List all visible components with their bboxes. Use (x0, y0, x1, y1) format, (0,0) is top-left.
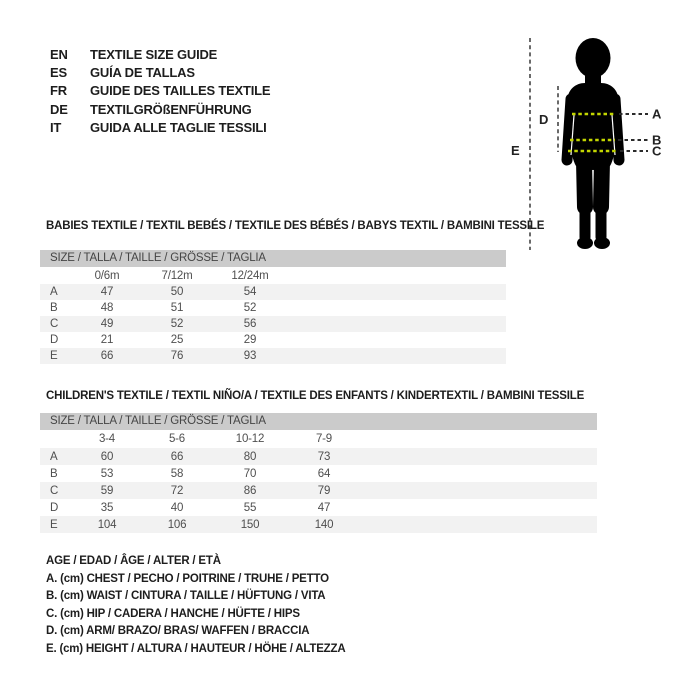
cell: 29 (243, 334, 257, 346)
cell: 140 (314, 518, 334, 531)
row-label: D (50, 334, 59, 346)
cell: 58 (170, 467, 184, 480)
babies-column-header-row (40, 267, 506, 284)
cell: 51 (170, 302, 184, 314)
figure-label-e: E (511, 143, 520, 158)
cell: 76 (170, 350, 184, 362)
cell: 50 (170, 286, 184, 298)
cell: 56 (243, 318, 257, 330)
cell: 40 (170, 501, 184, 514)
cell: 21 (100, 334, 114, 346)
column-header: 7-9 (315, 433, 333, 445)
column-header: 12/24m (231, 269, 269, 282)
row-label: B (50, 302, 58, 314)
figure-label-d: D (539, 112, 549, 127)
cell: 52 (243, 302, 257, 314)
cell: 104 (97, 518, 117, 531)
legend-age-line: AGE / EDAD / ÂGE / ALTER / ETÀ (46, 555, 221, 567)
measurement-legend (46, 553, 345, 658)
legend-item-waist: B. (cm) WAIST / CINTURA / TAILLE / HÜFTUNG / VITA (46, 590, 326, 602)
row-label: D (50, 501, 59, 514)
figure-label-b: B (652, 132, 662, 148)
cell: 79 (317, 484, 331, 497)
row-label: E (50, 350, 58, 362)
table-row (40, 284, 506, 300)
child-silhouette (567, 38, 619, 249)
table-row (40, 465, 597, 482)
cell: 80 (243, 450, 257, 463)
table-row (40, 516, 597, 533)
legend-item-hip: C. (cm) HIP / CADERA / HANCHE / HÜFTE / HIPS (46, 607, 300, 620)
cell: 48 (100, 302, 114, 314)
table-row (40, 499, 597, 516)
row-label: C (50, 318, 59, 330)
cell: 59 (100, 484, 114, 497)
legend-item-arm: D. (cm) ARM/ BRAZO/ BRAS/ WAFFEN / BRACCIA (46, 625, 310, 637)
lang-row-fr (50, 82, 270, 100)
cell: 73 (317, 450, 331, 463)
table-row (40, 482, 597, 499)
cell: 47 (317, 501, 331, 514)
legend-item-height: E. (cm) HEIGHT / ALTURA / HAUTEUR / HÖHE / ALTEZZA (46, 642, 346, 655)
cell: 49 (100, 318, 114, 330)
cell: 106 (167, 518, 187, 531)
lang-title: GUIDA ALLE TAGLIE TESSILI (90, 119, 267, 135)
legend-item-chest: A. (cm) CHEST / PECHO / POITRINE / TRUHE / PETTO (46, 572, 329, 585)
column-header: 5-6 (168, 433, 186, 445)
figure-label-a: A (652, 106, 662, 122)
lang-code: IT (50, 119, 62, 135)
cell: 35 (100, 501, 114, 514)
row-label: C (50, 484, 59, 497)
cell: 60 (100, 450, 114, 463)
lang-title: TEXTILE SIZE GUIDE (90, 47, 218, 62)
table-row (40, 300, 506, 316)
cell: 25 (170, 334, 184, 346)
row-label: B (50, 467, 58, 480)
children-column-header-row (40, 430, 597, 448)
cell: 72 (170, 484, 184, 497)
language-title-list (50, 46, 270, 137)
table-row (40, 348, 506, 364)
cell: 86 (243, 484, 257, 497)
column-header: 7/12m (161, 269, 193, 282)
table-row (40, 316, 506, 332)
lang-title: GUÍA DE TALLAS (90, 65, 195, 81)
row-label: A (50, 286, 58, 298)
lang-title: TEXTILGRÖßENFÜHRUNG (90, 101, 252, 117)
table-row (40, 332, 506, 348)
cell: 150 (240, 518, 260, 531)
lang-code: FR (50, 83, 67, 99)
cell: 53 (100, 467, 114, 480)
babies-table-title: BABIES TEXTILE / TEXTIL BEBÉS / TEXTILE DES BÉBÉS / BABYS TEXTIL / BAMBINI TESSILE (46, 220, 545, 232)
table-row (40, 448, 597, 465)
column-header: 0/6m (94, 269, 120, 282)
cell: 54 (243, 286, 257, 298)
row-label: A (50, 450, 58, 463)
lang-title: GUIDE DES TAILLES TEXTILE (90, 83, 271, 99)
cell: 66 (170, 450, 184, 463)
babies-size-table (40, 250, 506, 364)
column-header: 3-4 (98, 433, 116, 445)
figure-label-c: C (652, 143, 662, 159)
lang-row-es (50, 64, 270, 82)
cell: 70 (243, 467, 257, 480)
column-header: 10-12 (235, 433, 265, 445)
cell: 93 (243, 350, 257, 362)
children-size-table (40, 413, 597, 533)
lang-code: DE (50, 101, 68, 117)
lang-row-en (50, 46, 270, 64)
babies-size-header: SIZE / TALLA / TAILLE / GRÖSSE / TAGLIA (40, 250, 506, 267)
lang-row-de (50, 101, 270, 119)
lang-row-it (50, 119, 270, 137)
lang-code: EN (50, 47, 68, 62)
children-size-header: SIZE / TALLA / TAILLE / GRÖSSE / TAGLIA (40, 413, 597, 430)
children-table-title: CHILDREN'S TEXTILE / TEXTIL NIÑO/A / TEXTILE DES ENFANTS / KINDERTEXTIL / BAMBINI TESSILE (46, 390, 585, 402)
cell: 64 (317, 467, 331, 480)
cell: 52 (170, 318, 184, 330)
row-label: E (50, 518, 58, 531)
cell: 66 (100, 350, 114, 362)
cell: 47 (100, 286, 114, 298)
lang-code: ES (50, 65, 67, 81)
cell: 55 (243, 501, 257, 514)
